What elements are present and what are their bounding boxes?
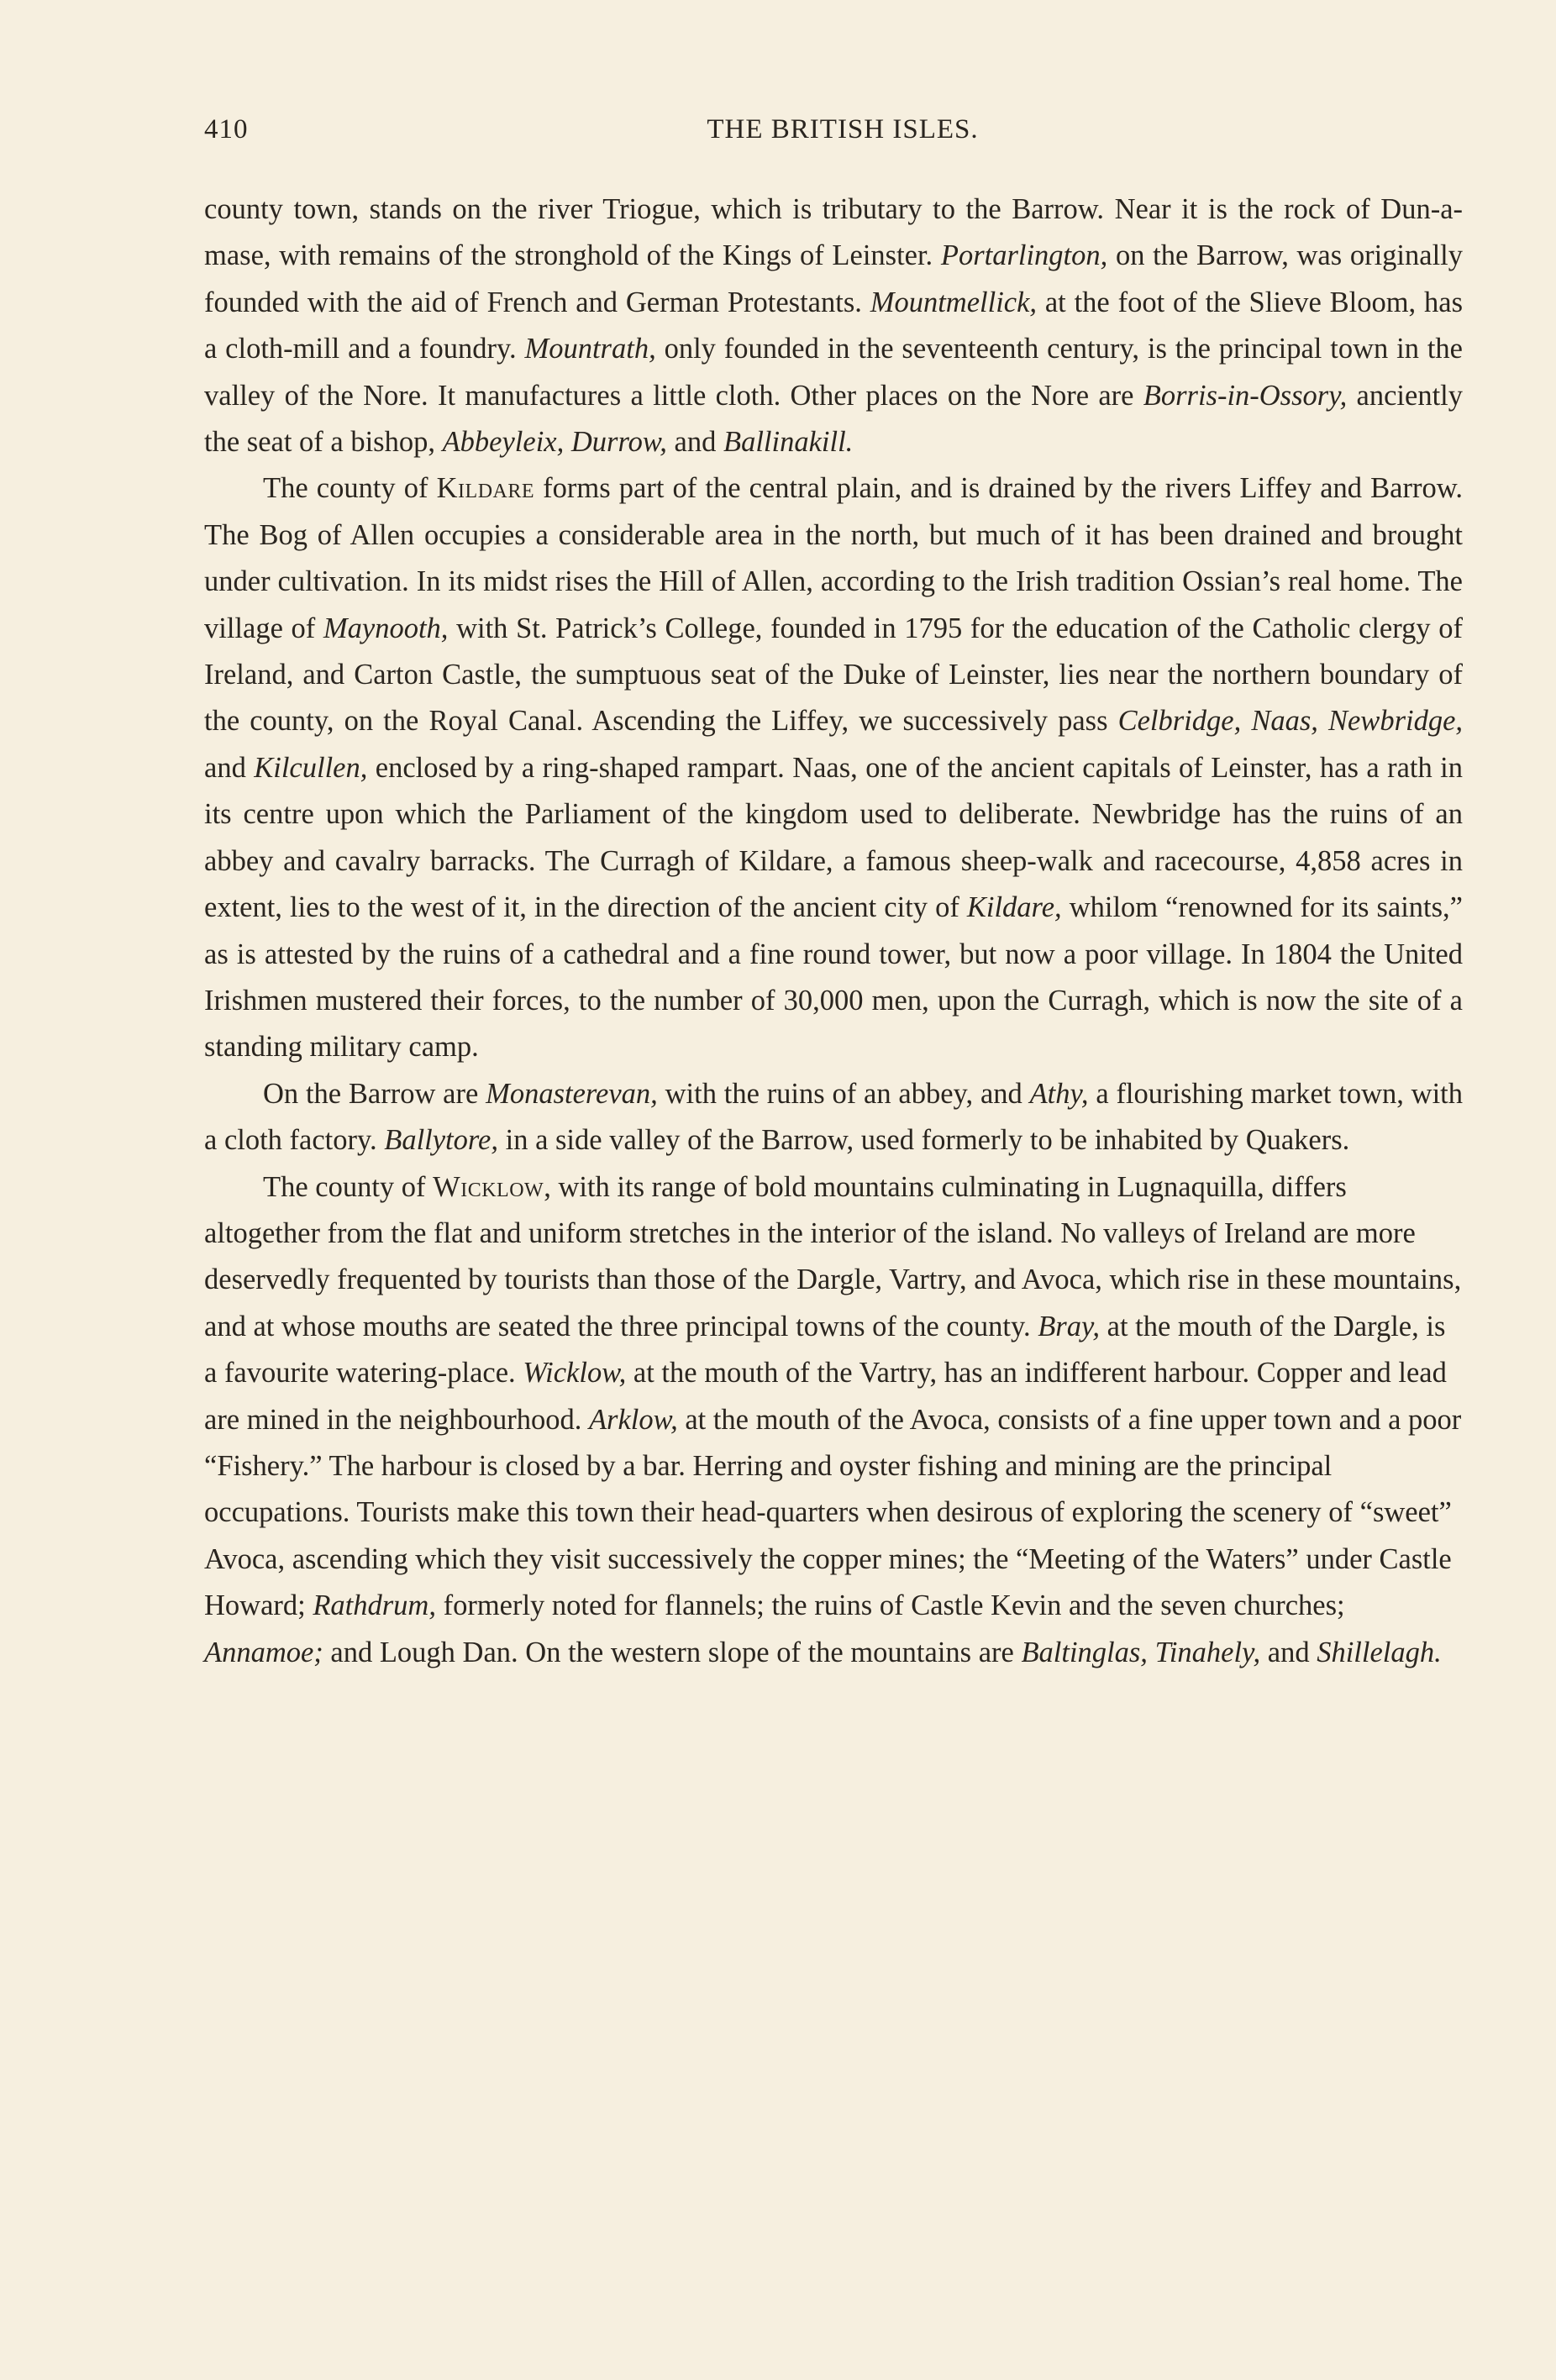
place-name: Ballytore, (384, 1124, 498, 1157)
text-run: at the foot of the Slieve Bloom, has a cloth-mill and a foundry. (204, 286, 1464, 365)
place-name: Newbridge, (1327, 705, 1464, 738)
text-run: with the ruins of an abbey, and (657, 1077, 1030, 1110)
text-run: and (1260, 1636, 1317, 1668)
text-run: formerly noted for flannels; the ruins of Castle Kevin and the seven churches; (435, 1589, 1345, 1622)
text-run: and (666, 426, 723, 459)
place-name: Mountmellick, (870, 286, 1038, 318)
text-run: The county of (263, 1170, 434, 1203)
paragraph (204, 187, 1463, 465)
running-head (204, 114, 1464, 148)
running-title: THE BRITISH ISLES. (707, 114, 979, 144)
text-run: and (204, 751, 255, 784)
text-run: anciently the seat of a bishop, (204, 379, 1463, 459)
place-name: Kilcullen, (254, 751, 368, 784)
county-name: Kildare (436, 472, 535, 505)
text-run: enclosed by a ring-shaped rampart. Naas, one of the ancient capitals of Leinster, has a rath in its centre upon which the Parliament of the kingdom used to deliberate. Newbridge has the ruins of an abbey and cavalry barracks. The Curragh of Kildare, a famous sheep-walk and racecourse, 4,858 acres in extent, lies to the west of it, in the direction of the ancient city of (204, 751, 1463, 924)
place-name: Shillelagh. (1317, 1636, 1442, 1668)
text-run: a flourishing market town, with a cloth factory. (204, 1077, 1463, 1157)
text-run: in a side valley of the Barrow, used formerly to be inhabited by Quakers. (497, 1124, 1350, 1157)
place-name: Monasterevan, (486, 1077, 658, 1110)
text-run: county town, stands on the river Triogue, which is tributary to the Barrow. Near it is the rock of Dun-a-mase, with remains of the stronghold of the Kings of Leinster. (204, 193, 1463, 272)
text-run: On the Barrow are (263, 1077, 486, 1110)
text-run: , with its range of bold mountains culminating in Lugnaquilla, differs altogether from the flat and uniform stretches in the interior of the island. No valleys of Ireland are more deservedly frequented by tourists than those of the Dargle, Vartry, and Avoca, which rise in these mountains, and at whose mouths are seated the three principal towns of the county. (204, 1170, 1462, 1342)
text-run (1318, 705, 1328, 737)
place-name: Wicklow, (523, 1357, 627, 1390)
paragraph (204, 1164, 1463, 1676)
place-name: Baltinglas, (1021, 1636, 1148, 1668)
place-name: Ballinakill. (723, 426, 854, 459)
text-run: and Lough Dan. On the western slope of the mountains are (323, 1636, 1022, 1668)
text-run: The county of (263, 472, 437, 505)
text-run: at the mouth of the Dargle, is a favourite watering-place. (204, 1310, 1446, 1390)
body-text (204, 187, 1463, 1676)
text-run: at the mouth of the Vartry, has an indifferent harbour. Copper and lead are mined in the neighbourhood. (204, 1357, 1447, 1436)
text-run: on the Barrow, was originally founded with the aid of French and German Protestants. (204, 239, 1463, 318)
paragraph (204, 1071, 1463, 1164)
text-run (1241, 705, 1251, 737)
paragraph (204, 465, 1463, 1070)
place-name: Kildare, (966, 891, 1062, 924)
place-name: Athy, (1029, 1077, 1089, 1110)
place-name: Naas, (1251, 705, 1318, 738)
place-name: Celbridge, (1117, 705, 1242, 738)
text-run (1148, 1637, 1155, 1668)
place-name: Borris-in-Ossory, (1143, 379, 1348, 412)
place-name: Tinahely, (1154, 1636, 1261, 1668)
text-run: forms part of the central plain, and is drained by the rivers Liffey and Barrow. The Bog of Allen occupies a considerable area in the north, but much of it has been drained and brought under cultivation. In its midst rises the Hill of Allen, according to the Irish tradition Ossian’s real home. The village of (204, 472, 1463, 644)
place-name: Bray, (1038, 1310, 1101, 1342)
place-name: Mountrath, (524, 333, 656, 365)
text-run (564, 426, 571, 458)
place-name: Portarlington, (940, 239, 1108, 272)
place-name: Arklow, (588, 1403, 678, 1436)
place-name: Rathdrum, (313, 1589, 436, 1622)
text-run: whilom “renowned for its saints,” as is attested by the ruins of a cathedral and a fine round tower, but now a poor village. In 1804 the United Irishmen mustered their forces, to the number of 30,000 men, upon the Curragh, which is now the site of a standing military camp. (204, 891, 1463, 1064)
text-run: at the mouth of the Avoca, consists of a fine upper town and a poor “Fishery.” The harbour is closed by a bar. Herring and oyster fishing and mining are the principal occupations. Tourists make this town their head-quarters when desirous of exploring the scenery of “sweet” Avoca, ascending which they visit successively the copper mines; the “Meeting of the Waters” under Castle Howard; (204, 1403, 1462, 1622)
place-name: Annamoe; (204, 1636, 323, 1668)
text-run: only founded in the seventeenth century, is the principal town in the valley of the Nore. It manufactures a little cloth. Other places on the Nore are (204, 333, 1463, 412)
place-name: Maynooth, (323, 612, 449, 644)
county-name: Wicklow (433, 1170, 544, 1203)
page-number: 410 (204, 114, 249, 144)
place-name: Durrow, (570, 426, 667, 459)
text-run: with St. Patrick’s College, founded in 1795 for the education of the Catholic clergy of Ireland, and Carton Castle, the sumptuous seat of the Duke of Leinster, lies near the northern boundary of the county, on the Royal Canal. Ascending the Liffey, we successively pass (204, 612, 1463, 738)
place-name: Abbeyleix, (442, 426, 565, 459)
